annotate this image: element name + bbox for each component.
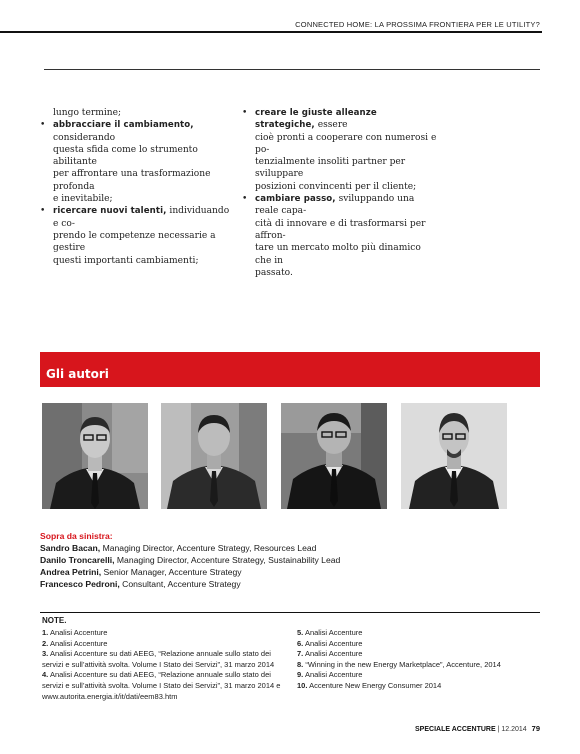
notes-column-right [297, 628, 542, 692]
authors-banner [40, 352, 540, 387]
publication-name: SPECIALE ACCENTURE [415, 726, 496, 733]
list-item-text: posizioni convincenti per il cliente; [255, 181, 417, 192]
note-number: 6. [297, 638, 304, 648]
notes-column-left [42, 628, 292, 702]
author-name: Francesco Pedroni, [40, 579, 120, 589]
author-role: Managing Director, Accenture Strategy, Resources Lead [102, 543, 317, 553]
bullet-icon: • [242, 108, 248, 118]
list-item-text: considerando [53, 132, 116, 143]
author-entry [40, 542, 340, 554]
note-number: 5. [297, 628, 304, 637]
list-item-text: prendo le competenze necessarie a gestire [53, 230, 216, 254]
list-item-text: sviluppando una reale capa- [255, 194, 415, 217]
note-item [42, 670, 292, 702]
list-item-text: individuando e co- [53, 206, 230, 229]
list-item [242, 193, 437, 279]
note-link[interactable]: www.autorita.energia.it/it/dati/eem83.htm [42, 691, 178, 701]
page-number: 79 [531, 724, 540, 733]
notes-divider [40, 612, 540, 613]
note-text: Analisi Accenture [304, 670, 363, 680]
bullet-icon: • [40, 206, 46, 217]
note-text: servizi e sull’attività svolta. Volume I Stato dei Servizi”, 31 marzo 2014 [42, 659, 275, 669]
page-footer [415, 724, 540, 733]
author-name: Sandro Bacan, [40, 543, 101, 553]
note-text: Analisi Accenture su dati AEEG, “Relazione annuale sullo stato dei [49, 649, 271, 659]
list-item-text: tare un mercato molto più dinamico che in [255, 243, 421, 266]
note-item [42, 649, 292, 670]
list-item [242, 107, 437, 193]
note-item [297, 639, 542, 650]
list-item-text: cioè pronti a cooperare con numerosi e po- [255, 132, 437, 155]
note-text: Accenture New Energy Consumer 2014 [309, 680, 442, 690]
authors-caption [40, 530, 340, 590]
list-item-lead: ricercare nuovi talenti, [53, 206, 167, 217]
author-name: Danilo Troncarelli, [40, 555, 115, 565]
note-item [42, 639, 292, 650]
note-item [42, 628, 292, 639]
author-entry [40, 554, 340, 566]
author-photo-sandro-bacan [42, 403, 148, 509]
list-item [40, 119, 235, 205]
author-photo-andrea-petrini [281, 403, 387, 509]
list-item-text: cità di innovare e di trasformarsi per affron- [255, 218, 426, 241]
author-role: Senior Manager, Accenture Strategy [103, 567, 242, 577]
note-text: “Winning in the new Energy Marketplace”, Accenture, 2014 [305, 659, 501, 669]
list-item-text: questi importanti cambiamenti; [53, 255, 199, 266]
note-number: 8. [297, 659, 304, 669]
author-name: Andrea Petrini, [40, 567, 102, 577]
list-item-lead: abbracciare il cambiamento, [53, 120, 194, 131]
author-entry [40, 566, 340, 578]
author-role: Consultant, Accenture Strategy [122, 579, 241, 589]
top-rule [0, 31, 542, 33]
note-text: servizi e sull’attività svolta. Volume I Stato dei Servizi”, 31 marzo 2014 e [42, 680, 281, 690]
author-photo-francesco-pedroni [401, 403, 507, 509]
note-item [297, 681, 542, 692]
list-item-text: essere [317, 120, 348, 131]
note-text: Analisi Accenture [304, 638, 363, 648]
header-divider [44, 69, 540, 70]
list-item-text: passato. [255, 267, 293, 278]
note-text: Analisi Accenture [304, 628, 363, 637]
note-text: Analisi Accenture [304, 649, 363, 659]
note-number: 4. [42, 670, 49, 680]
footer-separator: | [497, 726, 500, 733]
body-column-right [242, 107, 437, 279]
authors-section-title: Gli autori [46, 367, 109, 381]
note-text: Analisi Accenture su dati AEEG, “Relazione annuale sullo stato dei [49, 670, 271, 680]
note-number: 1. [42, 628, 49, 637]
notes-title: NOTE. [42, 616, 67, 625]
list-item-text: e inevitabile; [53, 194, 113, 205]
note-item [297, 628, 542, 639]
bullet-icon: • [242, 194, 248, 205]
author-photo-danilo-troncarelli [161, 403, 267, 509]
caption-title: Sopra da sinistra: [40, 531, 113, 541]
list-item-lead: cambiare passo, [255, 194, 336, 205]
author-role: Managing Director, Accenture Strategy, Sustainability Lead [116, 555, 341, 565]
list-item-text: per affrontare una trasformazione profonda [53, 169, 211, 192]
note-text: Analisi Accenture [49, 628, 108, 637]
list-item-text: questa sfida come lo strumento abilitante [53, 144, 198, 168]
note-number: 3. [42, 649, 49, 659]
note-number: 10. [297, 680, 308, 690]
running-title: CONNECTED HOME: LA PROSSIMA FRONTIERA PER LE UTILITY? [295, 20, 540, 29]
list-item-lead: creare le giuste alleanze strategiche, [255, 108, 377, 131]
note-item [297, 670, 542, 681]
list-item-text: tenzialmente insoliti partner per sviluppare [255, 157, 406, 180]
note-item [297, 649, 542, 660]
issue-date: 12.2014 [501, 726, 527, 733]
note-number: 2. [42, 638, 49, 648]
continuation-text: lungo termine; [53, 108, 122, 118]
list-item [40, 205, 235, 266]
author-entry [40, 578, 340, 590]
note-number: 9. [297, 670, 304, 680]
body-column-left [40, 107, 235, 267]
bullet-icon: • [40, 120, 46, 131]
note-text: Analisi Accenture [49, 638, 108, 648]
note-item [297, 660, 542, 671]
note-number: 7. [297, 649, 304, 659]
